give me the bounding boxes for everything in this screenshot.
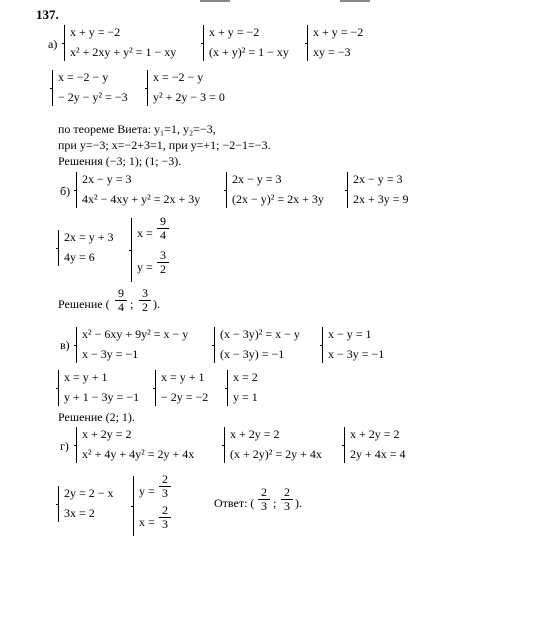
equation: 4y = 6 xyxy=(64,250,95,264)
equation: x² − 6xy + 9y² = x − y xyxy=(82,327,189,341)
equation-lhs: x = xyxy=(139,515,155,529)
fraction-numerator: 2 xyxy=(162,472,168,486)
equation: x + y = −2 xyxy=(209,25,260,39)
brace xyxy=(76,327,81,363)
fraction xyxy=(156,249,170,276)
part-a-label: а) xyxy=(48,37,58,51)
equation: − 2y = −2 xyxy=(161,390,209,404)
fraction-numerator: 2 xyxy=(284,485,290,499)
equation: 2y = 2 − x xyxy=(64,486,114,500)
brace xyxy=(226,172,231,208)
brace xyxy=(214,327,219,363)
problem-number: 137. xyxy=(36,7,59,22)
fraction-denominator: 2 xyxy=(160,262,166,276)
answer-prefix: Решение ( xyxy=(58,297,110,311)
answer-separator: ; xyxy=(273,496,277,510)
equation: x + 2y = 2 xyxy=(350,427,400,441)
fraction xyxy=(257,486,271,513)
scan-edge-mark xyxy=(200,0,230,2)
equation: 4x² − 4xy + y² = 2x + 3y xyxy=(82,192,201,206)
fraction xyxy=(138,287,152,314)
equation: y + 1 − 3y = −1 xyxy=(64,390,140,404)
brace xyxy=(322,327,327,363)
equation: 2x − y = 3 xyxy=(353,172,403,186)
brace xyxy=(227,370,232,406)
equation: x² + 4y + 4y² = 2y + 4x xyxy=(82,447,195,461)
equation: x − 3y = −1 xyxy=(82,347,139,361)
brace xyxy=(203,25,208,61)
fraction-denominator: 3 xyxy=(162,517,168,531)
equation: x = y + 1 xyxy=(161,370,205,384)
equation: x = −2 − y xyxy=(58,70,109,84)
equation: y² + 2y − 3 = 0 xyxy=(153,90,225,104)
answer-separator: ; xyxy=(130,297,134,311)
brace xyxy=(347,172,352,208)
brace xyxy=(133,476,138,536)
part-v-answer: Решение (2; 1). xyxy=(58,410,135,424)
equation: x = 2 xyxy=(233,370,258,384)
fraction-denominator: 3 xyxy=(162,486,168,500)
scan-edge-mark xyxy=(340,0,370,2)
brace xyxy=(131,218,136,282)
vieta-line: по теореме Виета: y₁=1, y₂=−3, xyxy=(58,122,216,136)
fraction xyxy=(114,287,128,314)
equation: (2x − y)² = 2x + 3y xyxy=(232,192,324,206)
fraction-numerator: 9 xyxy=(118,286,124,300)
fraction-denominator: 4 xyxy=(118,300,124,314)
part-v-label: в) xyxy=(60,338,70,352)
substitution-line: при y=−3; x=−2+3=1, при y=+1; −2−1=−3. xyxy=(58,138,271,152)
answer-suffix: ). xyxy=(295,496,302,510)
equation: 2x = y + 3 xyxy=(64,230,114,244)
fraction xyxy=(158,473,172,500)
brace xyxy=(147,70,152,106)
equation: (x − 3y)² = x − y xyxy=(220,327,300,341)
equation: 2x + 3y = 9 xyxy=(353,192,409,206)
equation-lhs: y = xyxy=(137,260,153,274)
equation: (x − 3y) = −1 xyxy=(220,347,285,361)
equation: x + 2y = 2 xyxy=(82,427,132,441)
equation: x − 3y = −1 xyxy=(328,347,385,361)
part-g-label: г) xyxy=(60,439,69,453)
brace xyxy=(52,70,57,106)
fraction-denominator: 2 xyxy=(142,300,148,314)
brace xyxy=(58,230,63,266)
equation: x² + 2xy + y² = 1 − xy xyxy=(70,45,177,59)
equation-lhs: x = xyxy=(137,226,153,240)
fraction-numerator: 9 xyxy=(160,214,166,228)
equation: x = −2 − y xyxy=(153,70,204,84)
part-b-label: б) xyxy=(60,184,71,198)
equation: 3x = 2 xyxy=(64,506,95,520)
equation: x + y = −2 xyxy=(313,25,364,39)
brace xyxy=(76,172,81,208)
equation: x + 2y = 2 xyxy=(230,427,280,441)
equation: x = y + 1 xyxy=(64,370,108,384)
brace xyxy=(76,427,81,463)
fraction xyxy=(280,486,294,513)
fraction-denominator: 3 xyxy=(261,499,267,513)
equation: (x + y)² = 1 − xy xyxy=(209,45,289,59)
fraction-numerator: 3 xyxy=(160,248,166,262)
answer-suffix: ). xyxy=(153,297,160,311)
equation: x + y = −2 xyxy=(70,25,121,39)
equation: xy = −3 xyxy=(313,45,351,59)
fraction-numerator: 2 xyxy=(261,485,267,499)
brace xyxy=(64,25,69,61)
part-a-answer: Решения (−3; 1); (1; −3). xyxy=(58,154,182,168)
fraction-denominator: 4 xyxy=(160,228,166,242)
brace xyxy=(58,370,63,406)
brace xyxy=(307,25,312,61)
equation: 2y + 4x = 4 xyxy=(350,447,406,461)
equation: 2x − y = 3 xyxy=(82,172,132,186)
brace xyxy=(155,370,160,406)
fraction-numerator: 3 xyxy=(142,286,148,300)
fraction xyxy=(156,215,170,242)
equation: x − y = 1 xyxy=(328,327,372,341)
equation-lhs: y = xyxy=(139,484,155,498)
equation: y = 1 xyxy=(233,390,258,404)
equation: (x + 2y)² = 2y + 4x xyxy=(230,447,322,461)
brace xyxy=(344,427,349,463)
fraction-denominator: 3 xyxy=(284,499,290,513)
equation: 2x − y = 3 xyxy=(232,172,282,186)
brace xyxy=(224,427,229,463)
answer-prefix: Ответ: ( xyxy=(214,496,255,510)
brace xyxy=(58,486,63,522)
fraction xyxy=(158,504,172,531)
fraction-numerator: 2 xyxy=(162,503,168,517)
equation: − 2y − y² = −3 xyxy=(58,90,128,104)
